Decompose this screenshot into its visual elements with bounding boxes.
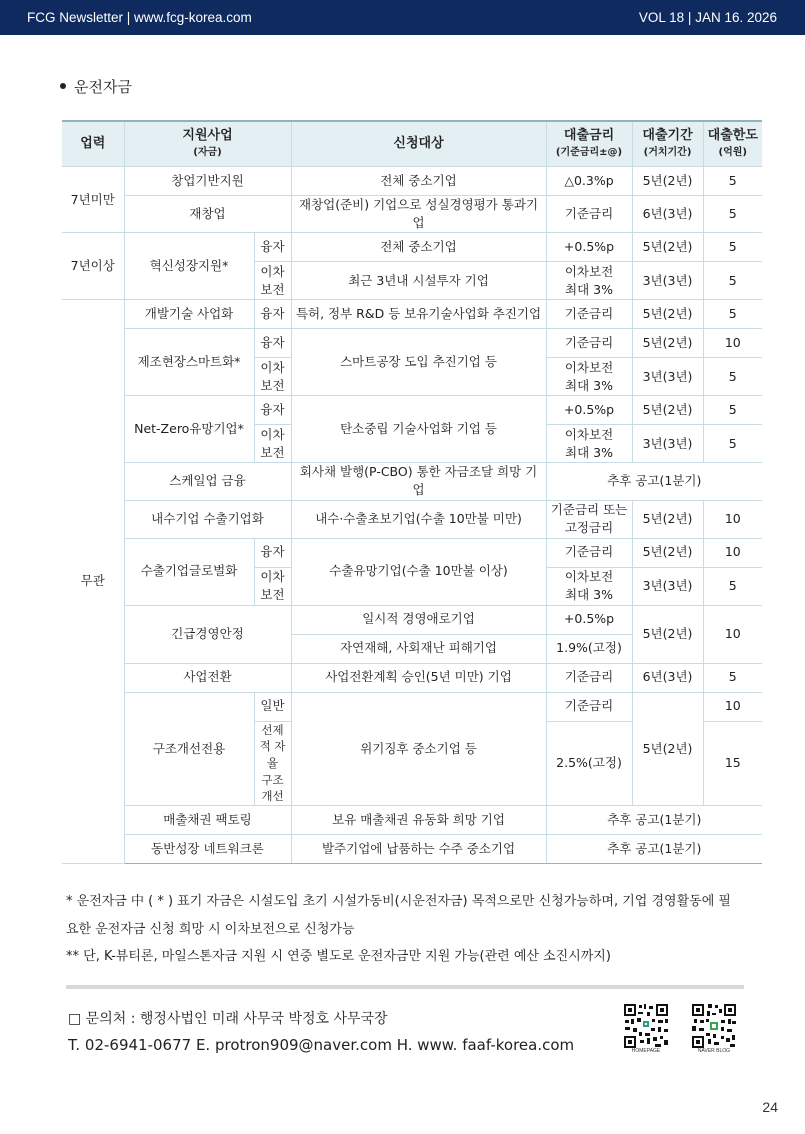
table-row — [62, 396, 762, 425]
cell-program: 창업기반지원 — [124, 167, 291, 196]
cell-program: 동반성장 네트워크론 — [124, 834, 291, 863]
cell-target: 특허, 정부 R&D 등 보유기술사업화 추진기업 — [291, 300, 546, 329]
cell-rate: +0.5%p — [546, 396, 632, 425]
cell-program: Net-Zero유망기업* — [124, 396, 254, 463]
cell-type: 이차 보전 — [254, 425, 291, 463]
cell-rate: 기준금리 또는 고정금리 — [546, 500, 632, 538]
cell-target: 위기징후 중소기업 등 — [291, 692, 546, 805]
table-row — [62, 692, 762, 721]
cell-limit: 5 — [703, 663, 762, 692]
blog-qr-label: NAVER BLOG — [697, 1048, 731, 1054]
section-title — [60, 76, 132, 97]
cell-tbd: 추후 공고(1분기) — [546, 834, 762, 863]
cell-period: 5년(2년) — [632, 329, 703, 358]
cell-period: 6년(3년) — [632, 663, 703, 692]
table-row — [62, 233, 762, 262]
cell-program: 제조현장스마트화* — [124, 329, 254, 396]
cell-type: 선제적 자율 구조개선 — [254, 721, 291, 805]
header-limit: 대출한도 (억원) — [703, 121, 762, 167]
cell-limit: 5 — [703, 196, 762, 233]
cell-limit: 10 — [703, 605, 762, 663]
cell-program: 혁신성장지원* — [124, 233, 254, 300]
cell-age: 무관 — [62, 300, 124, 864]
cell-rate: +0.5%p — [546, 233, 632, 262]
cell-period: 3년(3년) — [632, 358, 703, 396]
page-number: 24 — [762, 1099, 778, 1115]
cell-type: 융자 — [254, 329, 291, 358]
table-row — [62, 300, 762, 329]
cell-limit: 10 — [703, 692, 762, 721]
table-row — [62, 196, 762, 233]
cell-type: 일반 — [254, 692, 291, 721]
cell-period: 5년(2년) — [632, 167, 703, 196]
cell-target: 보유 매출채권 유동화 희망 기업 — [291, 805, 546, 834]
cell-target: 회사채 발행(P-CBO) 통한 자금조달 희망 기업 — [291, 463, 546, 500]
blog-qr-icon[interactable] — [690, 1002, 738, 1050]
cell-limit: 5 — [703, 233, 762, 262]
cell-type: 이차 보전 — [254, 262, 291, 300]
cell-rate: 기준금리 — [546, 196, 632, 233]
cell-target: 탄소중립 기술사업화 기업 등 — [291, 396, 546, 463]
cell-limit: 5 — [703, 262, 762, 300]
cell-limit: 5 — [703, 425, 762, 463]
table-row — [62, 167, 762, 196]
homepage-qr-label: HOMEPAGE — [631, 1048, 661, 1054]
cell-age: 7년이상 — [62, 233, 124, 300]
cell-limit: 5 — [703, 300, 762, 329]
cell-period: 5년(2년) — [632, 300, 703, 329]
cell-target: 일시적 경영애로기업 — [291, 605, 546, 634]
cell-period: 5년(2년) — [632, 692, 703, 805]
table-row — [62, 605, 762, 634]
footnote-1a: * 운전자금 中 ( * ) 표기 자금은 시설도입 초기 시설가동비(시운전자금) 목적으로만 신청가능하며, 기업 경영활동에 필 — [66, 894, 731, 909]
section-title-text: 운전자금 — [74, 78, 132, 96]
cell-target: 최근 3년내 시설투자 기업 — [291, 262, 546, 300]
cell-period: 3년(3년) — [632, 567, 703, 605]
cell-limit: 5 — [703, 396, 762, 425]
cell-limit: 5 — [703, 358, 762, 396]
bullet-icon — [60, 83, 66, 89]
cell-rate: △0.3%p — [546, 167, 632, 196]
cell-rate: 이차보전 최대 3% — [546, 358, 632, 396]
cell-type: 융자 — [254, 396, 291, 425]
table-row — [62, 805, 762, 834]
cell-target: 스마트공장 도입 추진기업 등 — [291, 329, 546, 396]
cell-target: 전체 중소기업 — [291, 167, 546, 196]
cell-type: 이차 보전 — [254, 358, 291, 396]
header-issue: VOL 18 | JAN 16. 2026 — [638, 10, 777, 25]
cell-period: 3년(3년) — [632, 262, 703, 300]
cell-period: 5년(2년) — [632, 233, 703, 262]
cell-program: 긴급경영안정 — [124, 605, 291, 663]
cell-target: 내수·수출초보기업(수출 10만불 미만) — [291, 500, 546, 538]
cell-program: 매출채권 팩토링 — [124, 805, 291, 834]
cell-rate: 기준금리 — [546, 538, 632, 567]
cell-target: 수출유망기업(수출 10만불 이상) — [291, 538, 546, 605]
cell-rate: 2.5%(고정) — [546, 721, 632, 805]
cell-limit: 5 — [703, 167, 762, 196]
cell-target: 전체 중소기업 — [291, 233, 546, 262]
header-site: FCG Newsletter | www.fcg-korea.com — [27, 10, 252, 25]
cell-target: 발주기업에 납품하는 수주 중소기업 — [291, 834, 546, 863]
contact-details: T. 02-6941-0677 E. protron909@naver.com H. www. faaf-korea.com — [68, 1036, 575, 1054]
table-row — [62, 463, 762, 500]
header-rate: 대출금리 (기준금리±@) — [546, 121, 632, 167]
table-header-row — [62, 121, 762, 167]
divider — [66, 985, 744, 989]
cell-limit: 5 — [703, 567, 762, 605]
cell-type: 이차 보전 — [254, 567, 291, 605]
table-row — [62, 329, 762, 358]
footnote-1b: 요한 운전자금 신청 희망 시 이차보전으로 신청가능 — [66, 921, 355, 937]
table-row — [62, 500, 762, 538]
header-target: 신청대상 — [291, 121, 546, 167]
cell-program: 재창업 — [124, 196, 291, 233]
table-row — [62, 663, 762, 692]
cell-program: 수출기업글로벌화 — [124, 538, 254, 605]
header-program: 지원사업 (자금) — [124, 121, 291, 167]
header-period: 대출기간 (거치기간) — [632, 121, 703, 167]
cell-program: 스케일업 금융 — [124, 463, 291, 500]
cell-limit: 10 — [703, 500, 762, 538]
table-row — [62, 538, 762, 567]
cell-type: 융자 — [254, 300, 291, 329]
cell-rate: +0.5%p — [546, 605, 632, 634]
cell-limit: 10 — [703, 538, 762, 567]
footnotes — [66, 888, 766, 971]
cell-period: 5년(2년) — [632, 538, 703, 567]
cell-program: 내수기업 수출기업화 — [124, 500, 291, 538]
cell-type: 융자 — [254, 538, 291, 567]
working-capital-table — [62, 120, 762, 864]
cell-target: 재창업(준비) 기업으로 성실경영평가 통과기업 — [291, 196, 546, 233]
cell-rate: 기준금리 — [546, 300, 632, 329]
cell-period: 6년(3년) — [632, 196, 703, 233]
cell-rate: 이차보전 최대 3% — [546, 425, 632, 463]
footnote-2: ** 단, K-뷰티론, 마일스톤자금 지원 시 연중 별도로 운전자금만 지원 가능(관련 예산 소진시까지) — [66, 949, 611, 964]
header-industry: 업력 — [62, 121, 124, 167]
cell-program: 사업전환 — [124, 663, 291, 692]
newsletter-header — [0, 0, 805, 35]
cell-limit: 15 — [703, 721, 762, 805]
cell-tbd: 추후 공고(1분기) — [546, 805, 762, 834]
cell-period: 3년(3년) — [632, 425, 703, 463]
cell-target: 사업전환계획 승인(5년 미만) 기업 — [291, 663, 546, 692]
contact-title: □ 문의처 : 행정사법인 미래 사무국 박정호 사무국장 — [68, 1011, 388, 1027]
cell-period: 5년(2년) — [632, 605, 703, 663]
cell-rate: 기준금리 — [546, 692, 632, 721]
cell-rate: 기준금리 — [546, 663, 632, 692]
cell-tbd: 추후 공고(1분기) — [546, 463, 762, 500]
cell-program: 구조개선전용 — [124, 692, 254, 805]
homepage-qr-icon[interactable] — [622, 1002, 670, 1050]
cell-rate: 이차보전 최대 3% — [546, 262, 632, 300]
cell-rate: 기준금리 — [546, 329, 632, 358]
cell-period: 5년(2년) — [632, 396, 703, 425]
cell-age: 7년미만 — [62, 167, 124, 233]
cell-rate: 이차보전 최대 3% — [546, 567, 632, 605]
cell-program: 개발기술 사업화 — [124, 300, 254, 329]
table-row — [62, 834, 762, 863]
cell-target: 자연재해, 사회재난 피해기업 — [291, 634, 546, 663]
cell-rate: 1.9%(고정) — [546, 634, 632, 663]
cell-type: 융자 — [254, 233, 291, 262]
cell-period: 5년(2년) — [632, 500, 703, 538]
cell-limit: 10 — [703, 329, 762, 358]
